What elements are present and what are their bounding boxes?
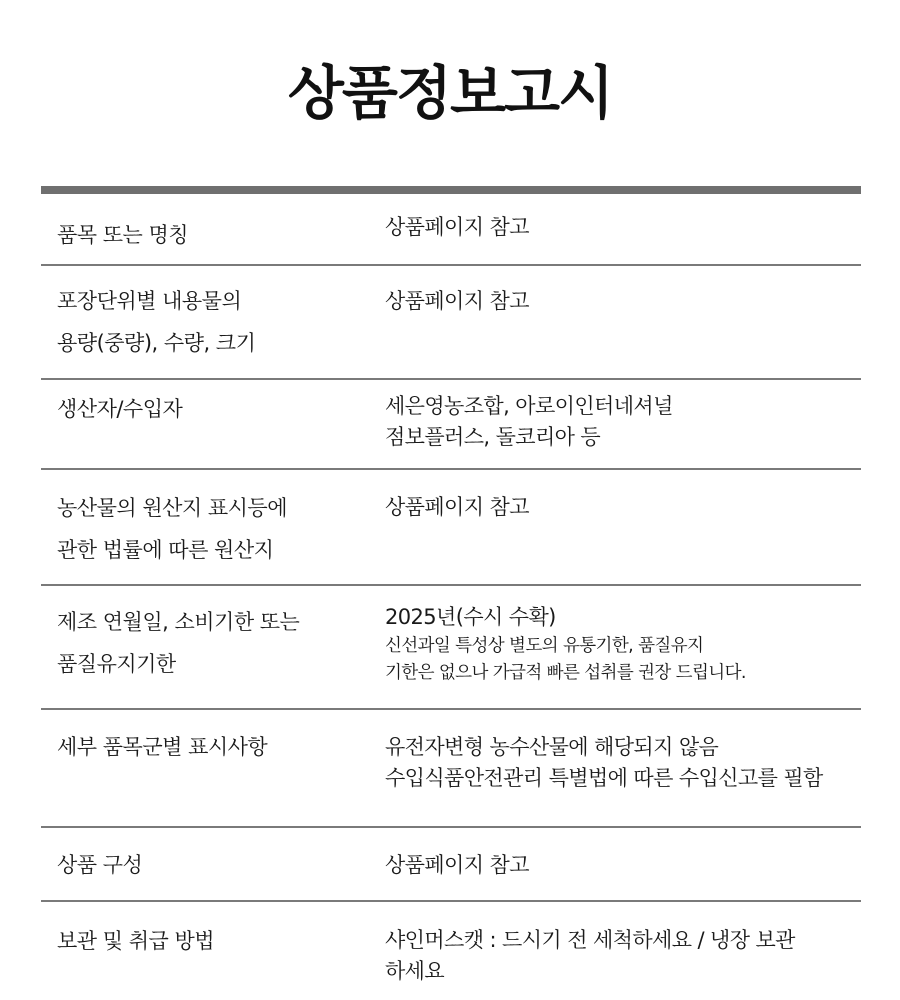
row-value-text: 하세요 (385, 959, 445, 983)
row-label (57, 214, 357, 256)
row-value-text: 상품페이지 참고 (385, 215, 529, 239)
table-row (41, 266, 861, 380)
row-label-text: 품목 또는 명칭 (57, 223, 189, 247)
row-label-text: 상품 구성 (57, 853, 143, 877)
table-row (41, 194, 861, 266)
row-value-text: 수입식품안전관리 특별법에 따른 수입신고를 필함 (385, 766, 823, 790)
table-row (41, 470, 861, 586)
row-label (57, 844, 357, 886)
table-row (41, 586, 861, 710)
row-value-text: 점보플러스, 돌코리아 등 (385, 425, 601, 449)
row-label-text: 생산자/수입자 (57, 397, 183, 421)
row-label (57, 726, 357, 768)
row-label-text: 보관 및 취급 방법 (57, 929, 215, 953)
row-label (57, 388, 357, 430)
table-row (41, 710, 861, 828)
row-label-text: 관한 법률에 따른 원산지 (57, 538, 274, 562)
row-value (385, 602, 865, 687)
row-value (385, 925, 865, 987)
table-top-rule (41, 186, 861, 194)
page-title: 상품정보고시 (287, 59, 613, 127)
row-label-text: 포장단위별 내용물의 (57, 289, 242, 313)
row-label (57, 601, 357, 685)
row-value-text: 상품페이지 참고 (385, 289, 529, 313)
row-value (385, 212, 865, 243)
row-label (57, 487, 357, 571)
row-value-text: 신선과일 특성상 별도의 유통기한, 품질유지 (385, 636, 704, 656)
row-label-text: 품질유지기한 (57, 652, 176, 676)
row-value (385, 391, 865, 453)
row-label-text: 제조 연월일, 소비기한 또는 (57, 610, 300, 634)
table-row (41, 828, 861, 902)
row-label-text: 세부 품목군별 표시사항 (57, 735, 268, 759)
row-value (385, 492, 865, 523)
row-label-text: 농산물의 원산지 표시등에 (57, 496, 287, 520)
row-label-text: 용량(중량), 수량, 크기 (57, 331, 256, 355)
row-value (385, 286, 865, 317)
table-row (41, 902, 861, 1000)
row-value-text: 기한은 없으나 가급적 빠른 섭취를 권장 드립니다. (385, 663, 746, 683)
row-value-text: 2025년(수시 수확) (385, 605, 556, 629)
row-label (57, 280, 357, 364)
row-value-text: 유전자변형 농수산물에 해당되지 않음 (385, 735, 719, 759)
row-label (57, 920, 357, 962)
table-row (41, 380, 861, 470)
row-value (385, 732, 865, 794)
row-value-text: 샤인머스캣 : 드시기 전 세척하세요 / 냉장 보관 (385, 928, 795, 952)
row-value-text: 세은영농조합, 아로이인터네셔널 (385, 394, 673, 418)
row-value (385, 850, 865, 881)
row-value-text: 상품페이지 참고 (385, 853, 529, 877)
row-value-text: 상품페이지 참고 (385, 495, 529, 519)
